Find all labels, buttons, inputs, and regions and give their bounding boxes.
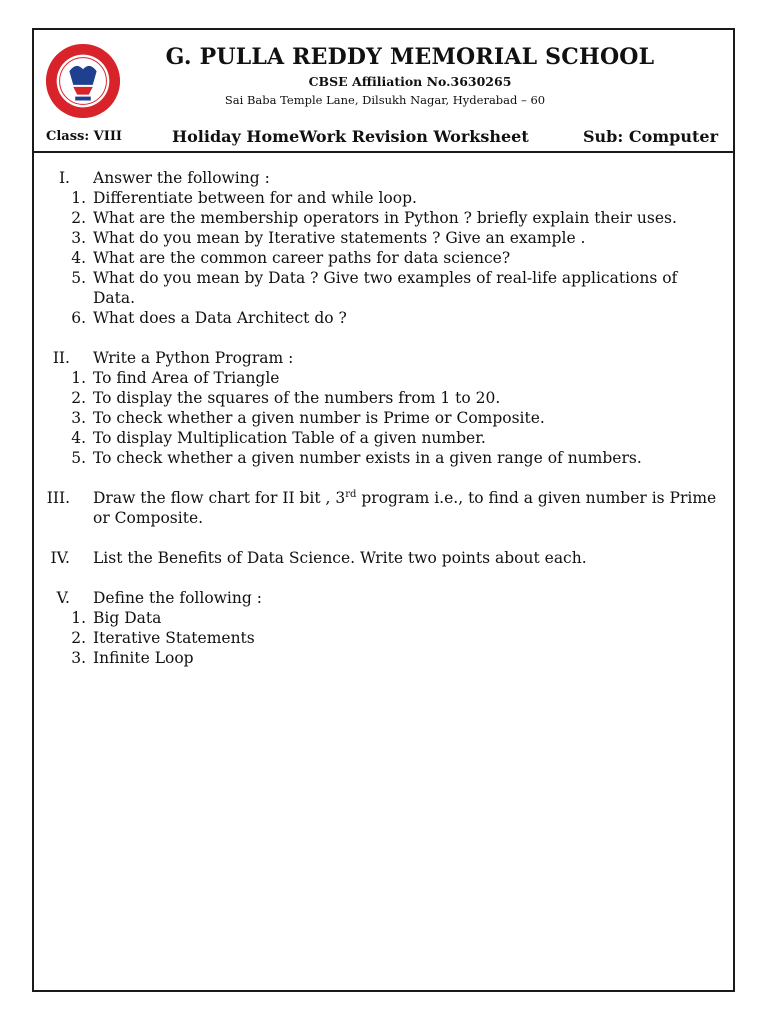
section-4 bbox=[40, 548, 720, 568]
worksheet-title: Holiday HomeWork Revision Worksheet bbox=[172, 127, 529, 146]
header-divider bbox=[32, 151, 735, 153]
section-numeral: V. bbox=[56, 589, 70, 607]
section-heading bbox=[40, 548, 720, 568]
question-item: 2. To display the squares of the numbers from 1 to 20. bbox=[71, 389, 501, 407]
section-numeral: IV. bbox=[50, 549, 70, 567]
question-text: Differentiate between for and while loop. bbox=[93, 189, 417, 207]
question-text: To check whether a given number is Prime or Composite. bbox=[93, 409, 545, 427]
question-item: 1. To find Area of Triangle bbox=[71, 369, 280, 387]
section-heading-text: Write a Python Program : bbox=[93, 349, 294, 367]
worksheet-body bbox=[40, 168, 720, 688]
question-text: To display the squares of the numbers from 1 to 20. bbox=[93, 389, 501, 407]
section-numeral: III. bbox=[46, 489, 70, 507]
question-item: 2. What are the membership operators in Python ? briefly explain their uses. bbox=[71, 209, 677, 227]
question-item: 5. What do you mean by Data ? Give two examples of real-life applications of Data. bbox=[71, 269, 678, 307]
question-text: What are the common career paths for data science? bbox=[93, 249, 511, 267]
question-text: What do you mean by Data ? Give two examples of real-life applications of Data. bbox=[93, 269, 678, 307]
question-text: To check whether a given number exists in a given range of numbers. bbox=[93, 449, 642, 467]
school-address: Sai Baba Temple Lane, Dilsukh Nagar, Hyderabad – 60 bbox=[224, 93, 546, 107]
question-text: What do you mean by Iterative statements ? Give an example . bbox=[93, 229, 586, 247]
question-item: 1. Big Data bbox=[71, 609, 162, 627]
section-2 bbox=[40, 348, 720, 468]
question-item: 4. What are the common career paths for data science? bbox=[71, 249, 511, 267]
question-item: 1. Differentiate between for and while loop. bbox=[71, 189, 417, 207]
section-numeral: II. bbox=[52, 349, 70, 367]
section-heading-text: Define the following : bbox=[93, 589, 262, 607]
question-text: To display Multiplication Table of a given number. bbox=[93, 429, 486, 447]
question-text: What are the membership operators in Python ? briefly explain their uses. bbox=[93, 209, 677, 227]
section-heading bbox=[40, 588, 720, 608]
question-item: 6. What does a Data Architect do ? bbox=[71, 309, 347, 327]
section-heading bbox=[40, 168, 720, 188]
question-item: 4. To display Multiplication Table of a given number. bbox=[71, 429, 486, 447]
section-heading-text: Answer the following : bbox=[93, 169, 270, 187]
section-heading bbox=[40, 348, 720, 368]
section-3 bbox=[40, 488, 720, 528]
section-numeral: I. bbox=[58, 169, 70, 187]
question-text: To find Area of Triangle bbox=[93, 369, 280, 387]
question-item: 3. Infinite Loop bbox=[71, 649, 194, 667]
section-heading-text: Draw the flow chart for II bit , 3rd program i.e., to find a given number is Prime or Composite. bbox=[93, 488, 717, 527]
question-text: Iterative Statements bbox=[93, 629, 255, 647]
question-item: 2. Iterative Statements bbox=[71, 629, 255, 647]
section-5 bbox=[40, 588, 720, 668]
affiliation-number: CBSE Affiliation No.3630265 bbox=[308, 74, 512, 89]
section-1 bbox=[40, 168, 720, 328]
subject-label: Sub: Computer bbox=[582, 127, 718, 146]
section-heading bbox=[40, 488, 720, 528]
question-item: 5. To check whether a given number exists in a given range of numbers. bbox=[71, 449, 642, 467]
question-text: Infinite Loop bbox=[93, 649, 194, 667]
school-logo-icon bbox=[44, 42, 122, 120]
question-item: 3. What do you mean by Iterative statements ? Give an example . bbox=[71, 229, 586, 247]
section-heading-text: List the Benefits of Data Science. Write two points about each. bbox=[93, 549, 587, 567]
question-text: What does a Data Architect do ? bbox=[93, 309, 347, 327]
question-text: Big Data bbox=[93, 609, 162, 627]
class-label: Class: VIII bbox=[46, 129, 123, 144]
school-name: G. PULLA REDDY MEMORIAL SCHOOL bbox=[165, 44, 655, 70]
question-item: 3. To check whether a given number is Prime or Composite. bbox=[71, 409, 545, 427]
